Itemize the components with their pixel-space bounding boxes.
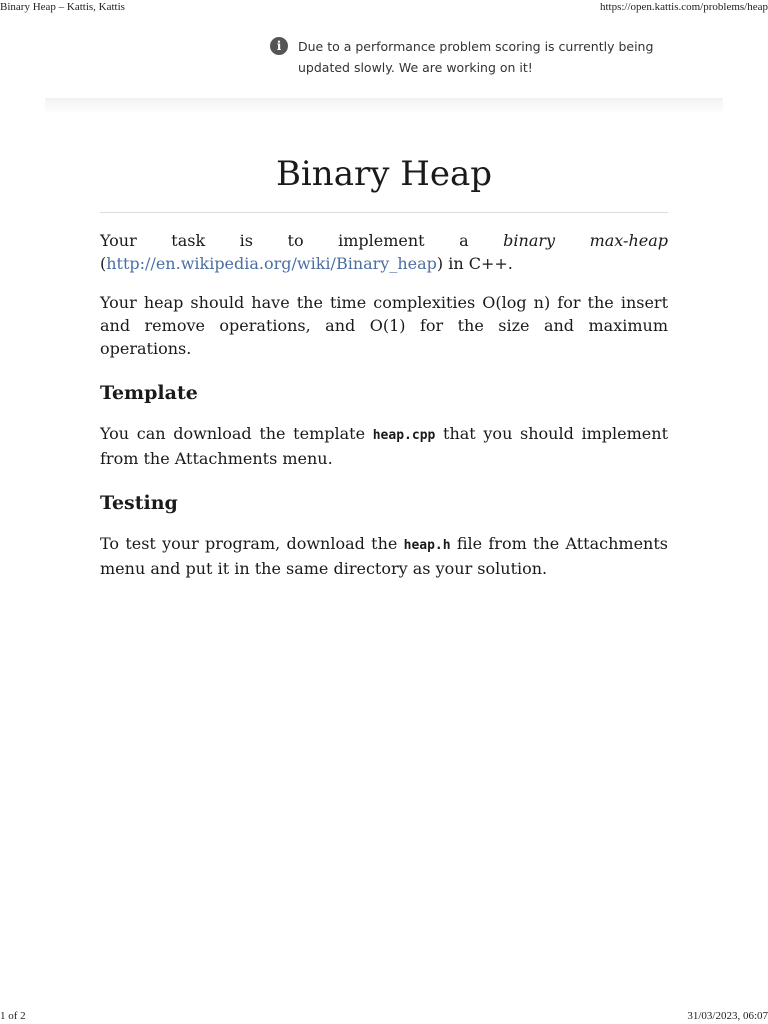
intro-emphasis: binary max-heap [503, 231, 668, 250]
template-text: You can download the template [100, 424, 373, 443]
print-footer [0, 1008, 768, 1024]
testing-filename: heap.h [403, 538, 451, 553]
testing-heading: Testing [100, 492, 178, 514]
testing-paragraph [100, 532, 668, 580]
intro-paren: ( [100, 254, 107, 273]
notice-text: Due to a performance problem scoring is currently being updated slowly. We are working on it! [298, 39, 654, 75]
complexity-const-math: O(1) [369, 316, 406, 335]
page-number: 1 of 2 [0, 1010, 26, 1022]
print-header-title: Binary Heap – Kattis, Kattis [0, 1, 125, 13]
complexity-log-math: O(log n) [482, 293, 551, 312]
complexity-suffix: for the size and maximum operations. [100, 316, 668, 358]
testing-text: To test your program, download the [100, 534, 404, 553]
print-header [0, 0, 768, 16]
print-header-url: https://open.kattis.com/problems/heap [599, 1, 768, 13]
notice-banner [270, 36, 670, 78]
complexity-text: Your heap should have the time complexities [100, 293, 483, 312]
template-heading: Template [100, 382, 198, 404]
problem-body [100, 150, 668, 580]
info-icon: i [270, 37, 288, 55]
wikipedia-link[interactable]: http://en.wikipedia.org/wiki/Binary_heap [106, 254, 437, 273]
template-filename: heap.cpp [372, 428, 436, 443]
print-timestamp: 31/03/2023, 06:07 [687, 1010, 768, 1022]
intro-paragraph [100, 229, 668, 275]
template-suffix: that you should implement from the Attachments menu. [100, 424, 669, 468]
template-paragraph [100, 422, 668, 470]
intro-suffix: ) in C++. [436, 254, 513, 273]
testing-suffix: file from the Attachments menu and put it in the same directory as your solution. [100, 534, 669, 578]
complexity-mid: for the insert and remove operations, and [100, 293, 669, 335]
page-title: Binary Heap [100, 150, 668, 213]
header-divider [45, 98, 723, 114]
complexity-paragraph [100, 291, 668, 360]
intro-text: Your task is to implement a [100, 231, 504, 250]
